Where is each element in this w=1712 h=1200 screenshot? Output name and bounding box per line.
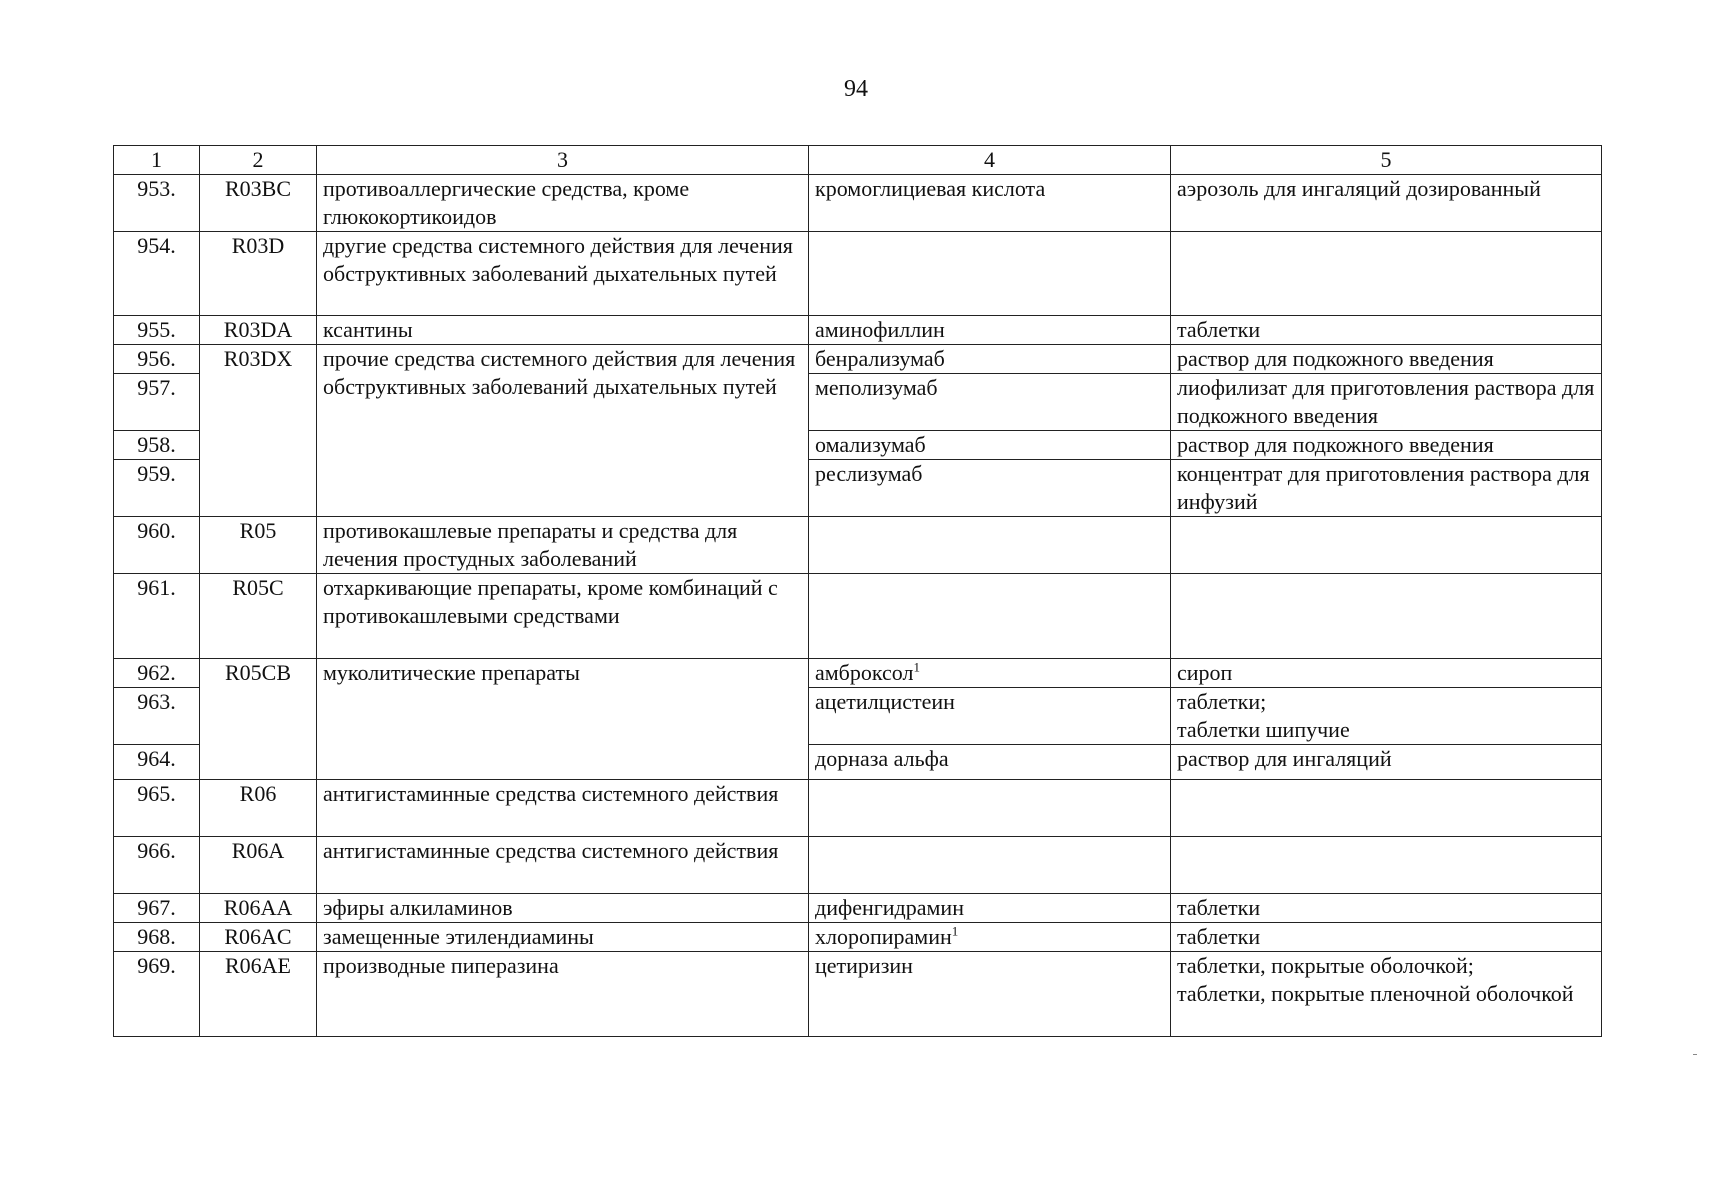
dosage-form: таблетки xyxy=(1171,894,1602,923)
drug-name: аминофиллин xyxy=(809,316,1171,345)
dosage-form-line: таблетки, покрытые пленочной оболочкой xyxy=(1177,981,1574,1006)
drug-name xyxy=(809,923,1171,952)
drug-name: ацетилцистеин xyxy=(809,688,1171,745)
table-row xyxy=(114,175,1602,232)
row-number: 961. xyxy=(114,574,200,659)
dosage-form: аэрозоль для ингаляций дозированный xyxy=(1171,175,1602,232)
footnote-marker: 1 xyxy=(951,923,959,939)
group-name: ксантины xyxy=(317,316,809,345)
dosage-form xyxy=(1171,517,1602,574)
dosage-form: раствор для ингаляций xyxy=(1171,745,1602,780)
dosage-form xyxy=(1171,574,1602,659)
row-number: 967. xyxy=(114,894,200,923)
header-cell: 2 xyxy=(200,146,317,175)
drug-name xyxy=(809,780,1171,837)
group-name: антигистаминные средства системного действия xyxy=(317,837,809,894)
dosage-form xyxy=(1171,952,1602,1037)
header-cell: 5 xyxy=(1171,146,1602,175)
atc-code: R06A xyxy=(200,837,317,894)
table-row xyxy=(114,952,1602,1037)
table-row xyxy=(114,659,1602,688)
row-number: 958. xyxy=(114,431,200,460)
group-name: производные пиперазина xyxy=(317,952,809,1037)
drug-name-text: амброксол xyxy=(815,660,914,685)
drug-name: дифенгидрамин xyxy=(809,894,1171,923)
page-number: 94 xyxy=(844,76,868,102)
dosage-form: таблетки xyxy=(1171,923,1602,952)
header-cell: 1 xyxy=(114,146,200,175)
drug-name xyxy=(809,232,1171,316)
drug-name xyxy=(809,837,1171,894)
atc-code: R03DX xyxy=(200,345,317,517)
group-name: прочие средства системного действия для лечения обструктивных заболеваний дыхательных путей xyxy=(317,345,809,517)
drug-name: цетиризин xyxy=(809,952,1171,1037)
dosage-form-line: таблетки шипучие xyxy=(1177,717,1350,742)
dosage-form xyxy=(1171,780,1602,837)
header-cell: 3 xyxy=(317,146,809,175)
row-number: 964. xyxy=(114,745,200,780)
dosage-form: раствор для подкожного введения xyxy=(1171,431,1602,460)
dosage-form xyxy=(1171,688,1602,745)
scan-mark xyxy=(1693,1054,1697,1055)
row-number: 956. xyxy=(114,345,200,374)
table-row xyxy=(114,894,1602,923)
drug-name-text: хлоропирамин xyxy=(815,924,952,949)
table-row xyxy=(114,232,1602,316)
atc-code: R06AE xyxy=(200,952,317,1037)
atc-code: R06 xyxy=(200,780,317,837)
dosage-form xyxy=(1171,232,1602,316)
row-number: 953. xyxy=(114,175,200,232)
atc-code: R06AA xyxy=(200,894,317,923)
table-row xyxy=(114,517,1602,574)
table-row xyxy=(114,345,1602,374)
atc-code: R05C xyxy=(200,574,317,659)
drug-name xyxy=(809,517,1171,574)
drug-name: омализумаб xyxy=(809,431,1171,460)
footnote-marker: 1 xyxy=(913,659,920,675)
atc-code: R06AC xyxy=(200,923,317,952)
drug-name: реслизумаб xyxy=(809,460,1171,517)
atc-code: R05 xyxy=(200,517,317,574)
row-number: 962. xyxy=(114,659,200,688)
dosage-form: таблетки xyxy=(1171,316,1602,345)
row-number: 954. xyxy=(114,232,200,316)
dosage-form-line: таблетки; xyxy=(1177,689,1267,714)
row-number: 963. xyxy=(114,688,200,745)
drug-name xyxy=(809,659,1171,688)
dosage-form: раствор для подкожного введения xyxy=(1171,345,1602,374)
table-row xyxy=(114,780,1602,837)
atc-code: R05CB xyxy=(200,659,317,780)
dosage-form xyxy=(1171,837,1602,894)
row-number: 968. xyxy=(114,923,200,952)
group-name: противокашлевые препараты и средства для лечения простудных заболеваний xyxy=(317,517,809,574)
dosage-form: сироп xyxy=(1171,659,1602,688)
row-number: 965. xyxy=(114,780,200,837)
drug-name: меполизумаб xyxy=(809,374,1171,431)
atc-code: R03D xyxy=(200,232,317,316)
drug-name: дорназа альфа xyxy=(809,745,1171,780)
table-header-row xyxy=(114,146,1602,175)
atc-code: R03DA xyxy=(200,316,317,345)
row-number: 960. xyxy=(114,517,200,574)
drug-name xyxy=(809,574,1171,659)
header-cell: 4 xyxy=(809,146,1171,175)
group-name: замещенные этилендиамины xyxy=(317,923,809,952)
dosage-form-line: таблетки, покрытые оболочкой; xyxy=(1177,953,1474,978)
dosage-form: концентрат для приготовления раствора для инфузий xyxy=(1171,460,1602,517)
table-row xyxy=(114,837,1602,894)
group-name: противоаллергические средства, кроме глюкокортикоидов xyxy=(317,175,809,232)
group-name: эфиры алкиламинов xyxy=(317,894,809,923)
table-row xyxy=(114,316,1602,345)
row-number: 966. xyxy=(114,837,200,894)
drug-table xyxy=(113,145,1602,1037)
group-name: муколитические препараты xyxy=(317,659,809,780)
atc-code: R03BC xyxy=(200,175,317,232)
drug-name: бенрализумаб xyxy=(809,345,1171,374)
table-row xyxy=(114,923,1602,952)
row-number: 969. xyxy=(114,952,200,1037)
table-row xyxy=(114,574,1602,659)
row-number: 957. xyxy=(114,374,200,431)
group-name: антигистаминные средства системного действия xyxy=(317,780,809,837)
group-name: отхаркивающие препараты, кроме комбинаций с противокашлевыми средствами xyxy=(317,574,809,659)
row-number: 955. xyxy=(114,316,200,345)
row-number: 959. xyxy=(114,460,200,517)
dosage-form: лиофилизат для приготовления раствора для подкожного введения xyxy=(1171,374,1602,431)
drug-name: кромоглициевая кислота xyxy=(809,175,1171,232)
group-name: другие средства системного действия для лечения обструктивных заболеваний дыхательных путей xyxy=(317,232,809,316)
